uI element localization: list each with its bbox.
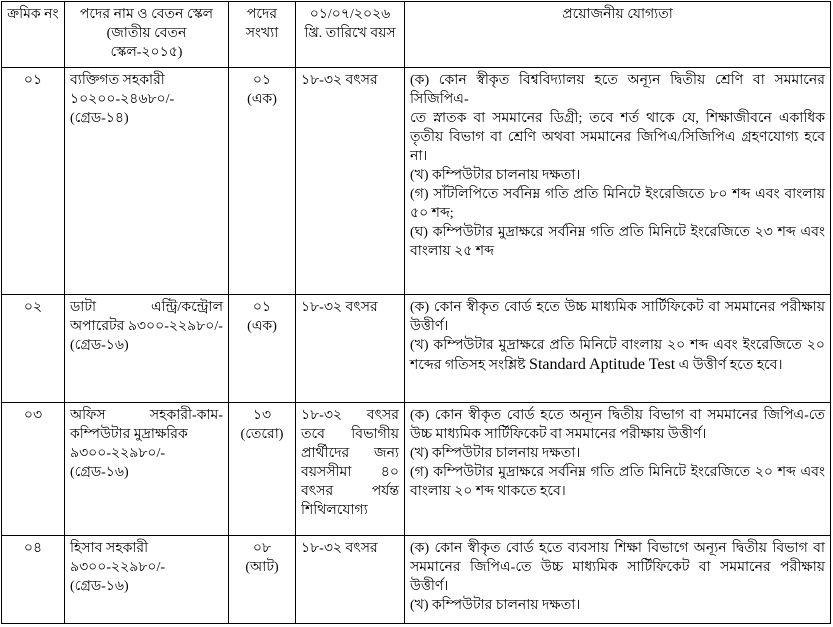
row-qualifications: [405, 68, 831, 295]
row-post: [65, 403, 229, 536]
row-age: ১৮-৩২ বৎসর তবে বিভাগীয় প্রার্থীদের জন্য বয়সসীমা ৪০ বৎসর পর্যন্ত শিথিলযোগ্য: [296, 403, 405, 536]
row-qualifications: [405, 536, 831, 624]
table-header-row: [2, 2, 831, 68]
row-age: ১৮-৩২ বৎসর: [296, 536, 405, 624]
row-count: [229, 403, 296, 536]
table-row: [2, 295, 831, 403]
count-words: (এক): [247, 319, 277, 334]
row-serial: ০১: [2, 68, 65, 295]
post-grade: (গ্রেড-১৬): [70, 338, 129, 353]
qualification-item: (খ) কম্পিউটার চালনায় দক্ষতা।: [410, 446, 581, 461]
count-words: (এক): [247, 92, 277, 107]
post-scale: ৯৩০০-২২৯৮০/-: [70, 560, 166, 575]
row-post: [65, 536, 229, 624]
post-scale: ৯৩০০-২২৯৮০/-: [70, 446, 166, 461]
table-row: [2, 536, 831, 624]
post-name: ডাটা এন্ট্রি/কন্ট্রোল অপারেটর: [70, 300, 223, 334]
header-post: পদের নাম ও বেতন স্কেল (জাতীয় বেতন স্কেল-২০১৫): [65, 2, 229, 68]
post-grade: (গ্রেড-১৬): [70, 465, 129, 480]
row-age: ১৮-৩২ বৎসর: [296, 295, 405, 403]
row-post: [65, 295, 229, 403]
row-qualifications: [405, 403, 831, 536]
count-number: ০১: [252, 73, 272, 88]
table-row: [2, 403, 831, 536]
post-grade: (গ্রেড-১৬): [70, 579, 129, 594]
qualification-item: (ক) কোন স্বীকৃত বোর্ড হতে ব্যবসায় শিক্ষা বিভাগে অন্যূন দ্বিতীয় বিভাগ বা সমমানের জিপিএ-তে উচ্চ মাধ্যমিক সার্টিফিকেট বা সমমানের পরীক্ষায় উত্তীর্ণ।: [410, 541, 825, 594]
qualification-item: [410, 336, 825, 375]
count-number: ০১: [252, 300, 272, 315]
row-serial: ০৪: [2, 536, 65, 624]
post-name-and-scale: [70, 298, 223, 336]
row-count: [229, 295, 296, 403]
qualification-text: (খ) কম্পিউটার মুদ্রাক্ষরে প্রতি মিনিটে বাংলায় ২০ শব্দ এবং ইংরেজিতে ২০ শব্দের গতিসহ সংশ্লিষ্ট: [410, 338, 825, 373]
post-grade: (গ্রেড-১৪): [70, 111, 129, 126]
count-number: ০৮: [252, 541, 272, 556]
qualification-item: (ক) কোন স্বীকৃত বিশ্ববিদ্যালয় হতে অন্যূন দ্বিতীয় শ্রেণি বা সমমানের সিজিপিএ-: [410, 73, 825, 107]
row-serial: ০২: [2, 295, 65, 403]
header-serial: ক্রমিক নং: [2, 2, 65, 68]
posts-table: [1, 1, 831, 624]
qualification-item: (গ) সাঁটলিপিতে সর্বনিম্ন গতি প্রতি মিনিটে ইংরেজিতে ৮০ শব্দ এবং বাংলায় ৫০ শব্দ;: [410, 187, 825, 221]
qualification-item: (ক) কোন স্বীকৃত বোর্ড হতে উচ্চ মাধ্যমিক সার্টিফিকেট বা সমমানের পরীক্ষায় উত্তীর্ণ।: [410, 300, 825, 334]
header-count: পদের সংখ্যা: [229, 2, 296, 68]
qualification-item: (খ) কম্পিউটার চালনায় দক্ষতা।: [410, 168, 581, 183]
aptitude-test-term: Standard Aptitude Test: [529, 356, 676, 373]
row-count: [229, 536, 296, 624]
post-scale: ৯৩০০-২২৯৮০/-: [127, 319, 223, 334]
count-number: ১৩: [252, 408, 272, 423]
count-words: (তেরো): [240, 427, 284, 442]
qualification-item: (খ) কম্পিউটার চালনায় দক্ষতা।: [410, 598, 581, 613]
row-age: ১৮-৩২ বৎসর: [296, 68, 405, 295]
count-words: (আট): [245, 560, 279, 575]
qualification-item: (গ) কম্পিউটার মুদ্রাক্ষরে সর্বনিম্ন গতি প্রতি মিনিটে ইংরেজিতে ২০ শব্দ এবং বাংলায় ২০ শব্দ থাকতে হবে।: [410, 465, 825, 499]
post-name: অফিস সহকারী-কাম-কম্পিউটার মুদ্রাক্ষরিক: [70, 408, 223, 442]
post-name: ব্যক্তিগত সহকারী: [70, 73, 165, 88]
qualification-item: (ঘ) কম্পিউটার মুদ্রাক্ষরে সর্বনিম্ন গতি প্রতি মিনিটে ইংরেজিতে ২৩ শব্দ এবং বাংলায় ২৫ শব্দ: [410, 225, 825, 259]
row-serial: ০৩: [2, 403, 65, 536]
header-age: ০১/০৭/২০২৬ খ্রি. তারিখে বয়স: [296, 2, 405, 68]
post-name: হিসাব সহকারী: [70, 541, 149, 556]
post-scale: ১০২০০-২৪৬৮০/-: [70, 92, 175, 107]
qualification-text: এ উত্তীর্ণ হতে হবে।: [675, 358, 783, 373]
table-row: [2, 68, 831, 295]
row-qualifications: [405, 295, 831, 403]
row-count: [229, 68, 296, 295]
qualification-item: (ক) কোন স্বীকৃত বোর্ড হতে অন্যূন দ্বিতীয় বিভাগ বা সমমানের জিপিএ-তে উচ্চ মাধ্যমিক সার্টিফিকেট বা সমমানের পরীক্ষায় উত্তীর্ণ।: [410, 408, 825, 442]
row-post: [65, 68, 229, 295]
qualification-item: তে স্নাতক বা সমমানের ডিগ্রী; তবে শর্ত থাকে যে, শিক্ষাজীবনে একাধিক তৃতীয় বিভাগ বা শ্রেণি অথবা সমমানের জিপিএ/সিজিপিএ গ্রহণযোগ্য হবে না।: [410, 111, 825, 164]
header-qualification: প্রয়োজনীয় যোগ্যতা: [405, 2, 831, 68]
